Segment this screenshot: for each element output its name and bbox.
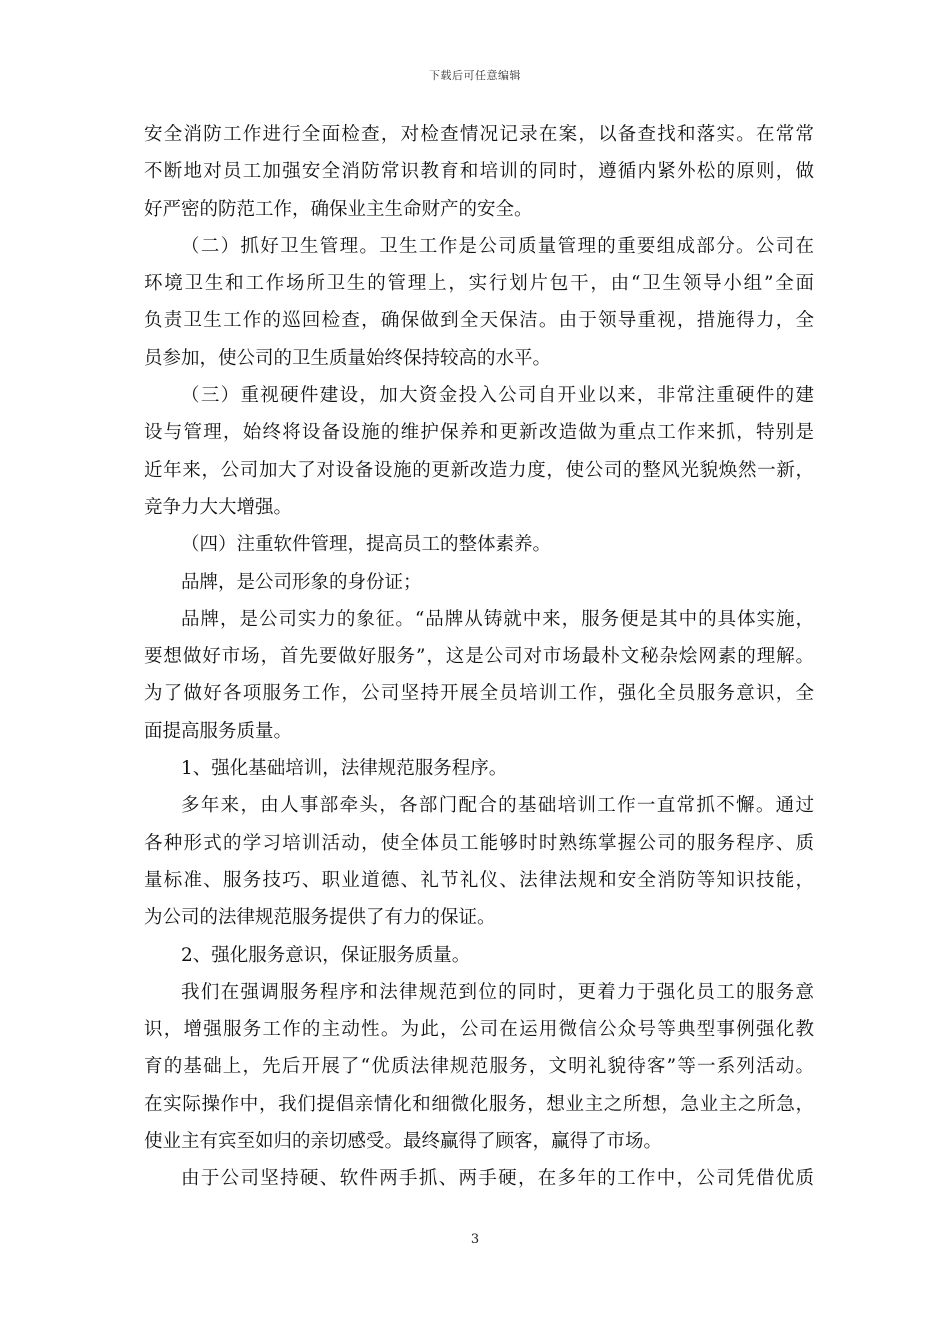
text-line: 育的基础上，先后开展了“优质法律规范服务，文明礼貌待客”等一系列活动。 bbox=[144, 1056, 814, 1078]
text-line: 员参加，使公司的卫生质量始终保持较高的水平。 bbox=[144, 347, 552, 369]
text-line: （四）注重软件管理，提高员工的整体素养。 bbox=[181, 534, 552, 556]
text-line: 我们在强调服务程序和法律规范到位的同时，更着力于强化员工的服务意 bbox=[181, 981, 814, 1003]
text-line: 要想做好市场，首先要做好服务”，这是公司对市场最朴文秘杂烩网素的理解。 bbox=[144, 646, 814, 668]
text-line: （三）重视硬件建设，加大资金投入公司自开业以来，非常注重硬件的建 bbox=[181, 385, 814, 407]
text-line: 识，增强服务工作的主动性。为此，公司在运用微信公众号等典型事例强化教 bbox=[144, 1019, 814, 1041]
text-line: 好严密的防范工作，确保业主生命财产的安全。 bbox=[144, 198, 533, 220]
text-line: 2、强化服务意识，保证服务质量。 bbox=[181, 944, 471, 966]
text-line: 不断地对员工加强安全消防常识教育和培训的同时，遵循内紧外松的原则，做 bbox=[144, 161, 814, 183]
text-line: 多年来，由人事部牵头，各部门配合的基础培训工作一直常抓不懈。通过 bbox=[181, 795, 814, 817]
text-line: （二）抓好卫生管理。卫生工作是公司质量管理的重要组成部分。公司在 bbox=[181, 235, 814, 257]
text-line: 安全消防工作进行全面检查，对检查情况记录在案，以备查找和落实。在常常 bbox=[144, 124, 814, 145]
text-line: 为公司的法律规范服务提供了有力的保证。 bbox=[144, 907, 496, 929]
text-line: 设与管理，始终将设备设施的维护保养和更新改造做为重点工作来抓，特别是 bbox=[144, 422, 814, 444]
text-line: 1、强化基础培训，法律规范服务程序。 bbox=[181, 758, 508, 780]
page-header: 下载后可任意编辑 bbox=[429, 69, 521, 82]
text-line: 品牌，是公司实力的象征。“品牌从铸就中来，服务便是其中的具体实施， bbox=[181, 608, 814, 630]
text-line: 竞争力大大增强。 bbox=[144, 496, 293, 518]
document-body bbox=[144, 116, 814, 1198]
text-line: 负责卫生工作的巡回检查，确保做到全天保洁。由于领导重视，措施得力，全 bbox=[144, 310, 814, 332]
text-line: 使业主有宾至如归的亲切感受。最终赢得了顾客，赢得了市场。 bbox=[144, 1131, 663, 1153]
text-line: 在实际操作中，我们提倡亲情化和细微化服务，想业主之所想，急业主之所急， bbox=[144, 1093, 814, 1115]
text-line: 品牌，是公司形象的身份证； bbox=[181, 571, 422, 593]
page-number: 3 bbox=[470, 1232, 480, 1247]
text-line: 为了做好各项服务工作，公司坚持开展全员培训工作，强化全员服务意识，全 bbox=[144, 683, 814, 705]
text-line: 面提高服务质量。 bbox=[144, 720, 293, 742]
text-line: 近年来，公司加大了对设备设施的更新改造力度，使公司的整风光貌焕然一新， bbox=[144, 459, 814, 481]
text-line: 各种形式的学习培训活动，使全体员工能够时时熟练掌握公司的服务程序、质 bbox=[144, 832, 814, 854]
text-line: 环境卫生和工作场所卫生的管理上，实行划片包干，由“卫生领导小组”全面 bbox=[144, 273, 814, 295]
text-line: 由于公司坚持硬、软件两手抓、两手硬，在多年的工作中，公司凭借优质 bbox=[181, 1168, 814, 1190]
text-line: 量标准、服务技巧、职业道德、礼节礼仪、法律法规和安全消防等知识技能， bbox=[144, 869, 814, 891]
